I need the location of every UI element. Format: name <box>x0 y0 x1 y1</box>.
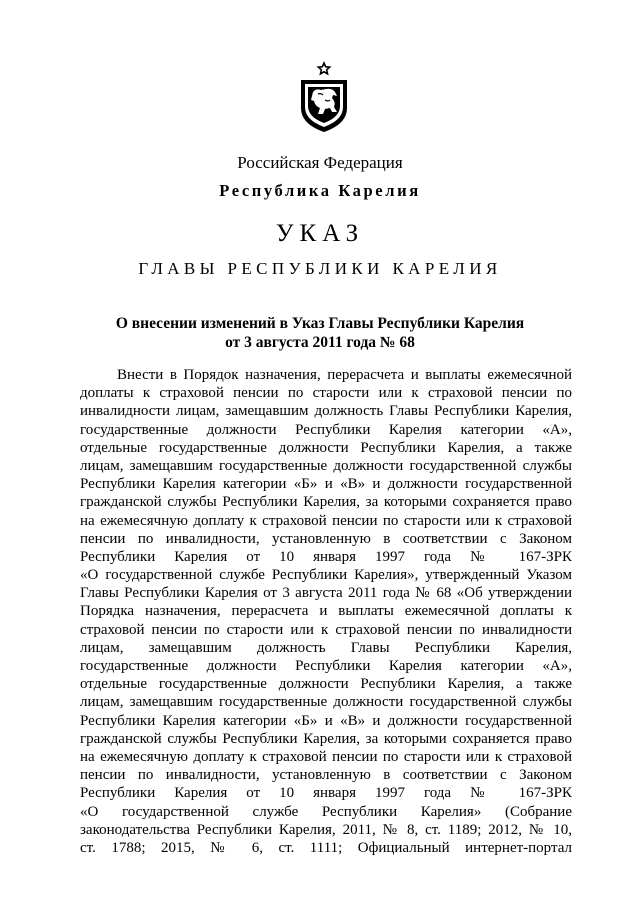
document-title-line: О внесении изменений в Указ Главы Республики Карелия <box>115 315 525 332</box>
body-line: пенсии по инвалидности, установленную в соответствии с Законом <box>80 530 572 547</box>
body-line: лицам, замещавшим государственные должности государственной службы <box>80 457 572 474</box>
body-line: «О государственной службе Республики Карелия» (Собрание <box>80 803 572 820</box>
decree-body <box>80 366 572 857</box>
body-line: лицам, замещавшим государственные должности государственной службы <box>80 694 572 711</box>
body-line: на ежемесячную доплату к страховой пенсии по старости или к страховой <box>80 512 572 529</box>
body-line: отдельные государственные должности Республики Карелия, а также <box>80 439 572 456</box>
body-line: на ежемесячную доплату к страховой пенсии по старости или к страховой <box>80 748 572 765</box>
body-line: Главы Республики Карелия от 3 августа 2011 года № 68 «Об утверждении <box>80 585 572 602</box>
body-line: государственные должности Республики Карелия категории «А», <box>80 658 572 674</box>
body-line: пенсии по инвалидности, установленную в соответствии с Законом <box>80 767 572 784</box>
body-line: страховой пенсии по старости или к страховой пенсии по инвалидности <box>80 621 572 638</box>
body-line: доплаты к страховой пенсии по старости или к страховой пенсии по <box>80 385 572 402</box>
body-line: Внести в Порядок назначения, перерасчета и выплаты ежемесячной <box>117 367 572 383</box>
body-line: инвалидности лицам, замещавшим должность Главы Республики Карелия, <box>80 403 572 420</box>
body-line: отдельные государственные должности Республики Карелия, а также <box>80 676 572 693</box>
country-name: Российская Федерация <box>237 153 403 172</box>
body-line: гражданской службы Республики Карелия, за которыми сохраняется право <box>80 494 572 511</box>
document-title <box>0 314 640 352</box>
karelia-coat-of-arms-icon <box>296 60 352 134</box>
body-line: гражданской службы Республики Карелия, за которыми сохраняется право <box>80 730 572 747</box>
body-line: законодательства Республики Карелия, 2011, № 8, ст. 1189; 2012, № 10, <box>80 821 572 838</box>
body-line: ст. 1788; 2015, № 6, ст. 1111; Официальный интернет-портал <box>80 839 572 856</box>
body-line: Республики Карелия от 10 января 1997 года № 167-ЗРК <box>80 548 572 565</box>
document-type: УКАЗ <box>275 220 365 247</box>
republic-name: Республика Карелия <box>219 181 421 200</box>
issuer-name: ГЛАВЫ РЕСПУБЛИКИ КАРЕЛИЯ <box>138 259 502 278</box>
body-line: Республики Карелия категории «Б» и «В» и должности государственной <box>80 476 572 493</box>
document-title-line: от 3 августа 2011 года № 68 <box>225 334 415 351</box>
body-line: лицам, замещавшим должность Главы Республики Карелия, <box>80 639 572 656</box>
body-line: государственные должности Республики Карелия категории «А», <box>80 421 572 438</box>
body-line: «О государственной службе Республики Карелия», утвержденный Указом <box>80 567 572 584</box>
body-line: Порядка назначения, перерасчета и выплаты ежемесячной доплаты к <box>80 603 572 620</box>
body-line: Республики Карелия категории «Б» и «В» и должности государственной <box>80 712 572 729</box>
body-line: Республики Карелия от 10 января 1997 года № 167-ЗРК <box>80 785 572 802</box>
